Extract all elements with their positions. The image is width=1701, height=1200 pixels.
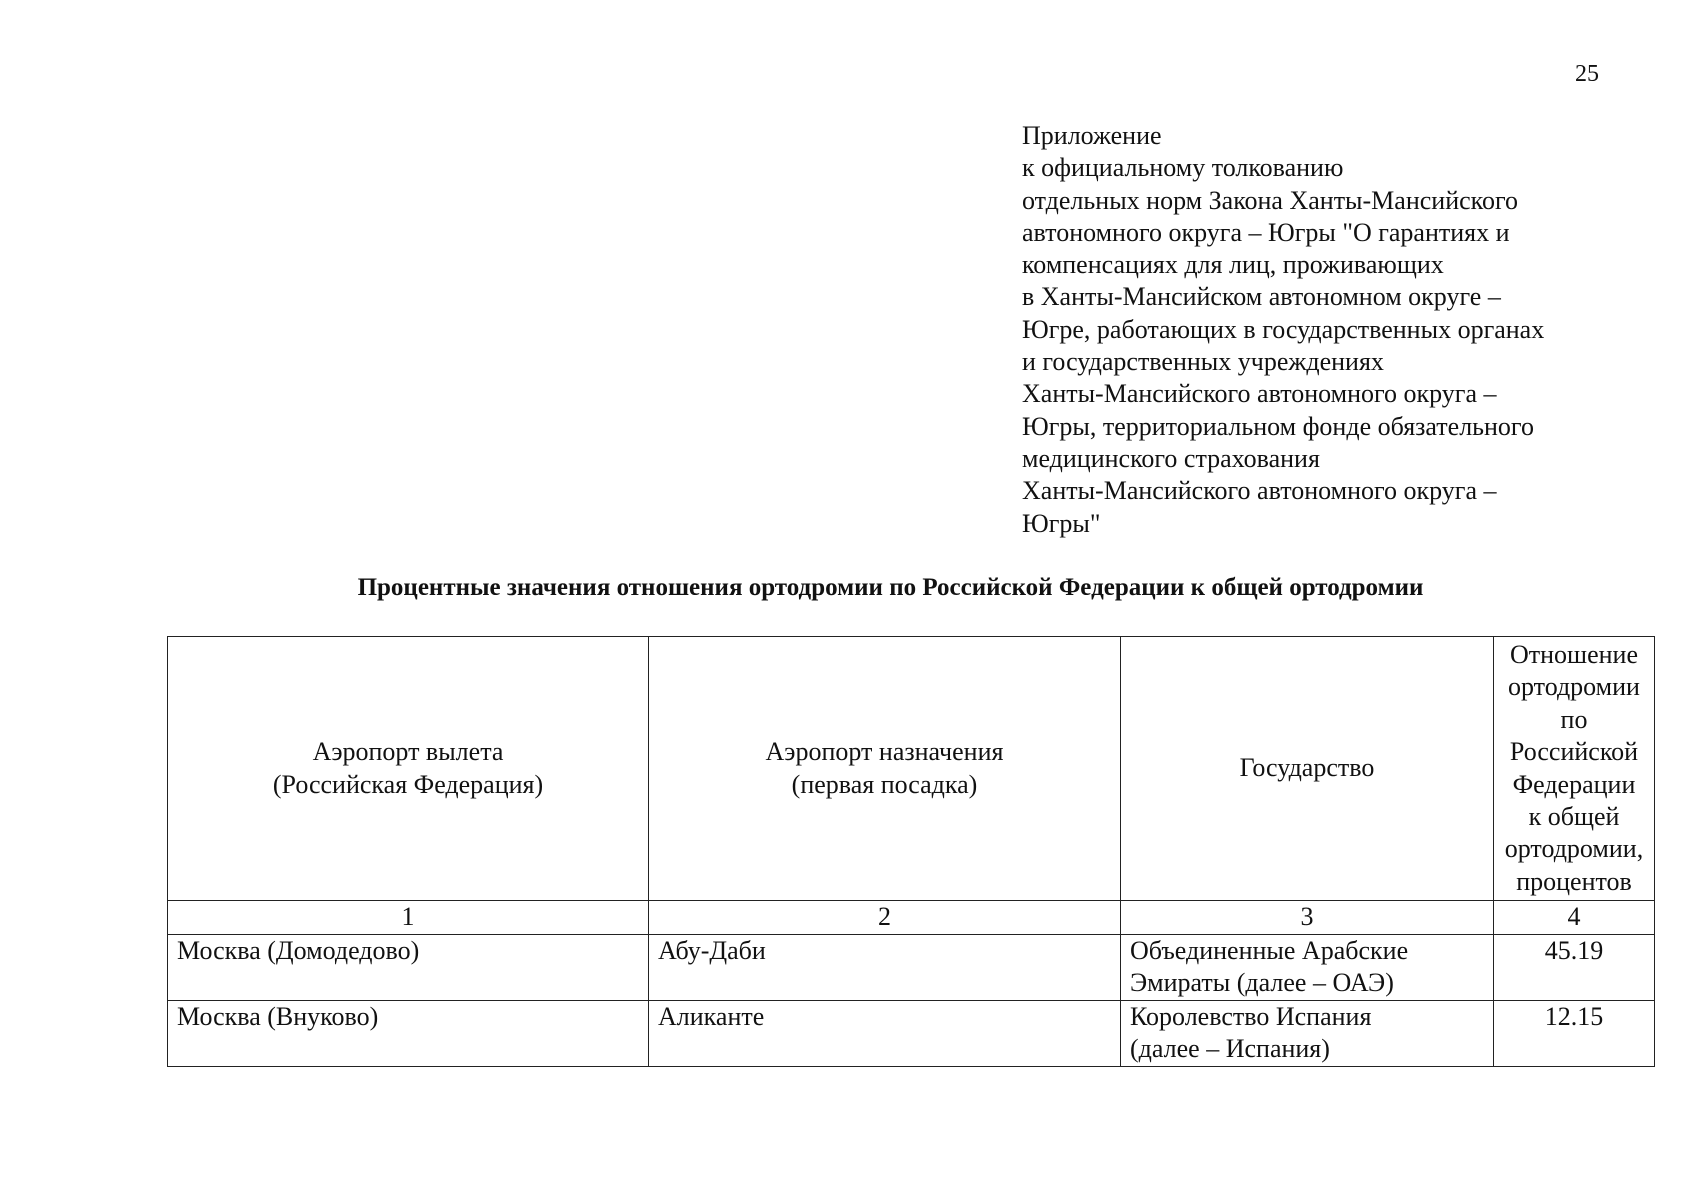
header-state [1121, 637, 1494, 901]
appendix-line: к официальному толкованию [1022, 153, 1344, 183]
header-state-line: Государство [1239, 753, 1375, 783]
header-departure-line: (Российская Федерация) [272, 769, 544, 799]
appendix-line: медицинского страхования [1022, 443, 1320, 473]
cell-destination: Аликанте [649, 1000, 1121, 1066]
appendix-line: Приложение [1022, 121, 1162, 150]
table-row [168, 1000, 1655, 1066]
table-title: Процентные значения отношения ортодромии по Российской Федерации к общей ортодромии [357, 574, 1424, 601]
appendix-line: в Ханты-Мансийском автономном округе – [1022, 282, 1501, 312]
column-number: 4 [1494, 901, 1655, 935]
cell-destination: Абу-Даби [649, 934, 1121, 1000]
cell-state-line: Королевство Испания [1130, 1001, 1372, 1031]
column-number: 2 [649, 901, 1121, 935]
header-ratio-line: Российской [1509, 737, 1639, 767]
cell-state-line: (далее – Испания) [1130, 1034, 1330, 1064]
column-number: 3 [1121, 901, 1494, 935]
table-header-row [168, 637, 1655, 901]
header-ratio-line: процентов [1516, 866, 1632, 896]
header-ratio-line: к общей [1528, 802, 1620, 832]
cell-state-line: Эмираты (далее – ОАЭ) [1130, 968, 1394, 998]
cell-state-line: Объединенные Арабские [1130, 935, 1409, 965]
header-ratio-line: Отношение [1510, 640, 1638, 669]
appendix-line: Ханты-Мансийского автономного округа – [1022, 476, 1497, 506]
appendix-line: автономного округа – Югры "О гарантиях и [1022, 217, 1510, 247]
appendix-line: Ханты-Мансийского автономного округа – [1022, 379, 1497, 409]
header-ratio-line: ортодромии, [1504, 834, 1644, 864]
cell-departure: Москва (Внуково) [168, 1000, 649, 1066]
appendix-line: Югры, территориальном фонде обязательного [1022, 411, 1534, 441]
appendix-line: Югры" [1022, 508, 1101, 538]
header-destination-line: Аэропорт назначения [765, 737, 1004, 767]
header-destination [649, 637, 1121, 901]
header-departure-line: Аэропорт вылета [312, 737, 504, 767]
header-destination-line: (первая посадка) [791, 769, 978, 799]
header-ratio-line: Федерации [1512, 769, 1636, 799]
page-number: 25 [1575, 61, 1599, 87]
table-row [168, 934, 1655, 1000]
appendix-line: Югре, работающих в государственных органах [1022, 314, 1545, 344]
ratio-table [167, 636, 1655, 1067]
cell-ratio: 12.15 [1494, 1000, 1655, 1066]
appendix-line: и государственных учреждениях [1022, 347, 1384, 377]
header-ratio-line: ортодромии [1508, 672, 1640, 702]
header-departure [168, 637, 649, 901]
cell-ratio: 45.19 [1494, 934, 1655, 1000]
appendix-note [1022, 120, 1662, 540]
header-ratio [1494, 637, 1655, 901]
cell-departure: Москва (Домодедово) [168, 934, 649, 1000]
cell-state [1121, 1000, 1494, 1066]
appendix-line: отдельных норм Закона Ханты-Мансийского [1022, 185, 1518, 215]
cell-state [1121, 934, 1494, 1000]
column-number: 1 [168, 901, 649, 935]
column-number-row [168, 901, 1655, 935]
appendix-line: компенсациях для лиц, проживающих [1022, 250, 1444, 280]
header-ratio-line: по [1560, 704, 1588, 734]
